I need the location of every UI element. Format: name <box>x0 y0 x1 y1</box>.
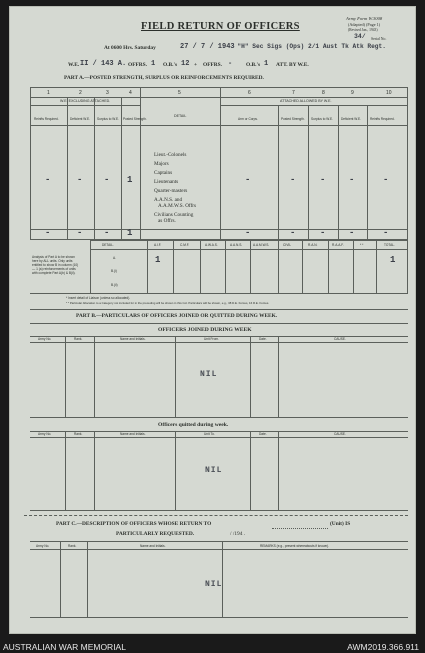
obs2-label: O.B.'s <box>246 62 261 68</box>
quitted-head-name: Name and Initials. <box>120 432 146 436</box>
analysis-bottom-border <box>30 293 408 294</box>
total-surplus-att: - <box>320 228 326 238</box>
part-c-nil: NIL <box>205 580 223 589</box>
part-c-title-2: PARTICULARLY REQUESTED. <box>116 531 195 537</box>
analysis-head-total: TOTAL. <box>384 243 395 247</box>
part-c-head-remarks: REMARKS (e.g., present whereabouts if known). <box>260 544 330 548</box>
rank-majors: Majors <box>154 161 169 167</box>
analysis-row-bii: B.(ii) <box>111 283 118 287</box>
part-c-head-name: Name and Initials. <box>140 544 166 548</box>
analysis-head-awas: A.W.A.S. <box>205 243 218 247</box>
value-posted-att: - <box>290 175 296 185</box>
total-arm: - <box>245 228 251 238</box>
joined-border-b <box>94 336 95 417</box>
rank-civilians: Civilians Counting <box>154 212 194 218</box>
analysis-head-aans: A.A.N.S. <box>230 243 243 247</box>
analysis-head-aif: A.I.F. <box>154 243 162 247</box>
joined-border-a <box>65 336 66 417</box>
total-reinfts-att: - <box>383 228 389 238</box>
col-head-reinfts-att: Reinfts Required. <box>370 117 395 121</box>
analysis-border-f <box>250 240 251 293</box>
col-border-2 <box>94 97 95 239</box>
quitted-nil: NIL <box>205 466 223 475</box>
part-c-border-b <box>87 541 88 617</box>
detail-header: DETAIL <box>174 114 187 118</box>
offrs-value: 1 <box>151 60 156 68</box>
joined-head-cause: CAUSE. <box>334 337 346 341</box>
analysis-border-h <box>302 240 303 293</box>
quitted-head-date: Date. <box>259 432 267 436</box>
date-value: 27 / 7 / 1943 <box>180 43 235 51</box>
analysis-border-j <box>353 240 354 293</box>
part-c-title-date: / /194 . <box>230 531 246 537</box>
analysis-border-b <box>147 240 148 293</box>
part-c-head-rank: Rank. <box>68 544 77 548</box>
part-c-title-1: PART C.—DESCRIPTION OF OFFICERS WHOSE RETURN TO <box>56 521 212 527</box>
rank-lt-col: Lieut.-Colonels <box>154 152 187 158</box>
quitted-border-e <box>278 431 279 510</box>
serial-value: 34/ <box>354 33 366 40</box>
col-number-8: 8 <box>322 90 325 96</box>
col-border-5 <box>220 87 221 239</box>
col-number-2: 2 <box>79 90 82 96</box>
we-header-border <box>30 105 140 106</box>
part-b-title-border <box>30 323 408 324</box>
quitted-head-rank: Rank. <box>74 432 83 436</box>
col-head-surplus: Surplus to W.E. <box>97 117 119 121</box>
analysis-head-detail: DETAIL. <box>102 243 114 247</box>
value-surplus-att: - <box>320 175 326 185</box>
total-posted-att: - <box>290 228 296 238</box>
part-c-title-unit: (Unit) IS <box>330 521 351 527</box>
part-c-border-c <box>222 541 223 617</box>
caption-accession: AWM2019.366.911 <box>347 642 419 652</box>
plus-sign: + <box>194 62 198 68</box>
rank-captains: Captains <box>154 170 173 176</box>
col-border-9 <box>367 105 368 239</box>
joined-head-border <box>30 342 408 343</box>
quitted-head-cause: CAUSE. <box>334 432 346 436</box>
analysis-border-l <box>407 240 408 293</box>
quitted-border-c <box>175 431 176 510</box>
quitted-head-border <box>30 437 408 438</box>
joined-head-army-no: Army No. <box>38 337 52 341</box>
col-head-arm: Arm or Corps. <box>238 117 258 121</box>
we-excl-header: W.E. EXCLUDING ATTACHED. <box>60 99 111 103</box>
col-number-5: 5 <box>178 90 181 96</box>
obs2-value: 1 <box>264 60 269 68</box>
quitted-title: Officers quitted during week. <box>158 422 229 428</box>
value-deficient-att: - <box>349 175 355 185</box>
analysis-total-value: 1 <box>390 255 396 265</box>
analysis-border-a <box>90 240 91 293</box>
analysis-row-a: A. <box>113 256 117 260</box>
total-reinfts: - <box>45 228 51 238</box>
value-reinfts: - <box>45 175 51 185</box>
caption-bar <box>0 640 425 653</box>
analysis-aif-value: 1 <box>155 255 161 265</box>
obs-value: 12 <box>181 60 190 68</box>
joined-nil: NIL <box>200 370 218 379</box>
col-number-7: 7 <box>292 90 295 96</box>
army-form-ref: Army Form W.3008 <box>346 16 383 21</box>
part-c-top-border <box>24 515 408 516</box>
col-number-3: 3 <box>106 90 109 96</box>
footnote-1: * Insert detail of Liaison (unless so allocated). <box>66 296 131 300</box>
joined-head-name: Name and Initials. <box>120 337 146 341</box>
joined-border-c <box>175 336 176 417</box>
quitted-head-army-no: Army No. <box>38 432 52 436</box>
part-b-top-border <box>30 309 408 310</box>
part-a-top-border <box>30 87 408 88</box>
joined-title-border <box>30 336 408 337</box>
col-border-10 <box>407 87 408 239</box>
part-c-border-a <box>60 541 61 617</box>
total-deficient: - <box>77 228 83 238</box>
unit-value: . "H" Sec Sigs (Ops) 2/1 Aust Tk Atk Regt. <box>230 43 386 50</box>
joined-head-date: Date. <box>259 337 267 341</box>
part-c-unit-line <box>272 528 328 529</box>
footnote-2: * * Particular Allocation to a Category not included for in the preceding will be shown in this Col. Particulars will be shown, e.g., 38 D.E. Forces, 16 R.E. Forces. <box>66 301 270 305</box>
quitted-title-border <box>30 431 408 432</box>
army-form-revised: (Revised Jan., 1943) <box>348 28 378 32</box>
joined-border-e <box>278 336 279 417</box>
at-line-label: At 0600 Hrs. Saturday <box>104 45 156 51</box>
analysis-top-border <box>90 240 408 241</box>
total-surplus: - <box>104 228 110 238</box>
army-form-adapted: (Adapted) (Page 1) <box>348 22 381 27</box>
rank-aans: A.A.N.S. and <box>154 197 183 203</box>
col-border-0 <box>30 87 31 239</box>
analysis-border-c <box>173 240 174 293</box>
offrs2-value: - <box>228 60 233 68</box>
att-label: ATT. BY W.E. <box>276 62 309 68</box>
part-b-title: PART B.—PARTICULARS OF OFFICERS JOINED OR QUITTED DURING WEEK. <box>76 313 278 319</box>
col-head-surplus-att: Surplus to W.E. <box>311 117 333 121</box>
col-head-deficient: Deficient W.E. <box>70 117 91 121</box>
serial-label: Serial No. <box>371 37 387 41</box>
total-posted: 1 <box>127 228 133 238</box>
rank-aamws: A.A.M.W.S. Offrs <box>158 203 197 209</box>
joined-bottom-border <box>30 417 408 418</box>
joined-title: OFFICERS JOINED DURING WEEK <box>158 327 252 333</box>
joined-head-unit: Unit From. <box>204 337 219 341</box>
col-border-4 <box>140 87 141 239</box>
caption-source: AUSTRALIAN WAR MEMORIAL <box>3 642 126 652</box>
part-a-title: PART A.—POSTED STRENGTH, SURPLUS OR REINFORCEMENTS REQUIRED. <box>64 75 264 81</box>
analysis-head-ran: R.A.N. <box>308 243 318 247</box>
analysis-head-civil: CIVIL <box>283 243 291 247</box>
quitted-bottom-border <box>30 510 408 511</box>
part-c-head-army-no: Army No. <box>36 544 50 548</box>
analysis-row-bi: B.(i) <box>111 269 117 273</box>
value-reinfts-att: - <box>383 175 389 185</box>
col-number-4: 4 <box>129 90 132 96</box>
col-head-posted-att: Posted Strength. <box>281 117 305 121</box>
analysis-head-cmf: C.M.F. <box>180 243 190 247</box>
form-sheet <box>9 6 416 634</box>
analysis-border-i <box>328 240 329 293</box>
col-head-deficient-att: Deficient W.E. <box>341 117 362 121</box>
obs-label: O.B.'s <box>163 62 178 68</box>
analysis-border-k <box>376 240 377 293</box>
total-deficient-att: - <box>349 228 355 238</box>
form-title: FIELD RETURN OF OFFICERS <box>141 21 300 32</box>
analysis-head-border <box>90 249 408 250</box>
rank-lieutenants: Lieutenants <box>154 179 179 185</box>
col-border-7 <box>308 105 309 239</box>
analysis-border-g <box>278 240 279 293</box>
analysis-border-e <box>225 240 226 293</box>
we-value: II / 143 A. <box>80 60 127 68</box>
value-arm: - <box>245 175 251 185</box>
joined-head-rank: Rank. <box>74 337 83 341</box>
att-header-border <box>220 105 408 106</box>
col-head-posted: Posted Strength. <box>123 117 147 121</box>
analysis-head-raaf: R.A.A.F. <box>332 243 344 247</box>
analysis-head-other: * * <box>360 243 364 247</box>
col-border-6 <box>278 105 279 239</box>
col-head-border <box>30 125 408 126</box>
col-number-9: 9 <box>351 90 354 96</box>
col-border-3 <box>121 97 122 239</box>
value-surplus: - <box>104 175 110 185</box>
value-deficient: - <box>77 175 83 185</box>
part-c-bottom-border <box>30 617 408 618</box>
col-border-8 <box>338 105 339 239</box>
col-border-1 <box>67 97 68 239</box>
col-head-reinfts: Reinfts Required. <box>34 117 59 121</box>
analysis-border-d <box>200 240 201 293</box>
value-posted: 1 <box>127 175 133 185</box>
offrs2-label: OFFRS. <box>203 62 223 68</box>
col-number-10: 10 <box>386 90 392 96</box>
col-number-border <box>30 97 408 98</box>
we-label: W.E. <box>68 62 80 68</box>
quitted-border-a <box>65 431 66 510</box>
att-allowed-header: ATTACHED ALLOWED BY W.E. <box>280 99 332 103</box>
analysis-head-aamws: A.A.M.W.S. <box>253 243 270 247</box>
analysis-text: Analysis of Part A to be shown here by ALL units. Only units entitled to show B in column (10) — 1 (a) reinforcements of units with complete Part A(b) & B(ii). <box>32 255 79 275</box>
quitted-border-b <box>94 431 95 510</box>
quitted-border-d <box>250 431 251 510</box>
col-number-1: 1 <box>47 90 50 96</box>
joined-border-d <box>250 336 251 417</box>
rank-as-offrs: as Offrs. <box>158 218 176 224</box>
rank-qm: Quarter-masters <box>154 188 188 194</box>
offrs-label: OFFRS. <box>128 62 148 68</box>
col-number-6: 6 <box>248 90 251 96</box>
quitted-head-unit: Unit To. <box>204 432 215 436</box>
